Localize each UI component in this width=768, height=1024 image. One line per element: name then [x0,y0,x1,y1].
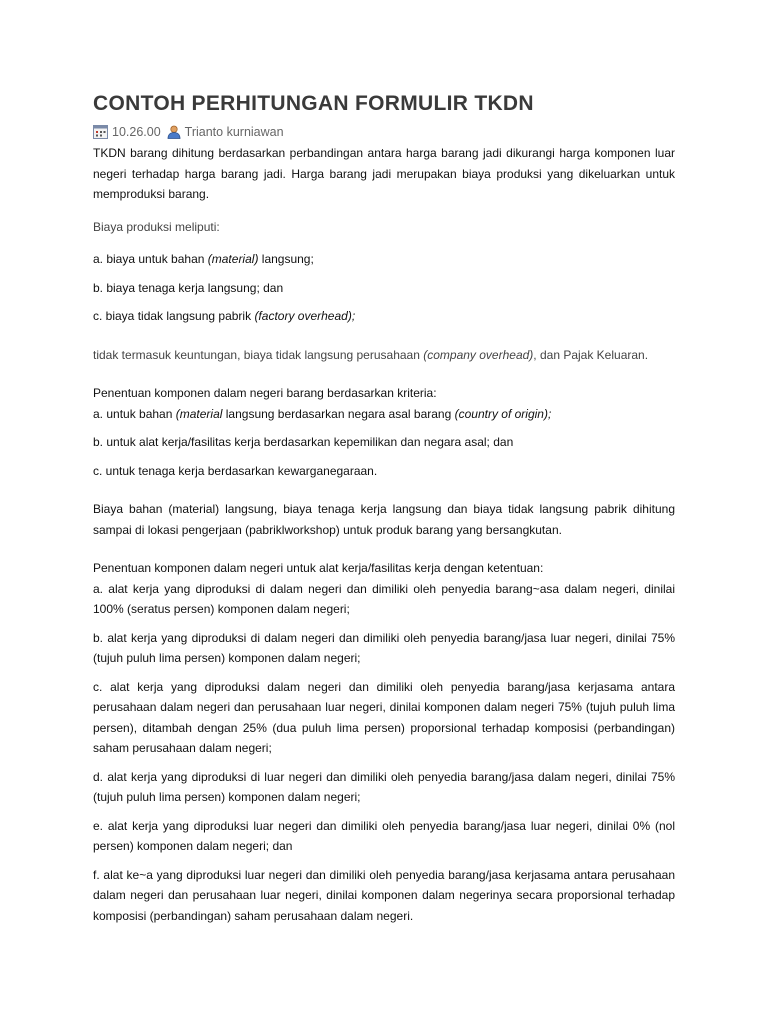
exclusion-note: tidak termasuk keuntungan, biaya tidak langsung perusahaan (company overhead), dan Pajak Keluaran. [93,347,649,362]
penentuan-alat-item-e: e. alat kerja yang diproduksi luar negeri dan dimiliki oleh penyedia barang/jasa luar negeri, dinilai 0% (nol persen) komponen dalam negeri; dan [93,818,675,853]
user-icon [167,125,181,139]
biaya-bahan-paragraph: Biaya bahan (material) langsung, biaya tenaga kerja langsung dan biaya tidak langsung pabrik dihitung sampai di lokasi pengerjaan (pabriklworkshop) untuk produk barang yang bersangkutan. [93,502,675,537]
penentuan-barang-item-a: a. untuk bahan (material langsung berdasarkan negara asal barang (country of origin); [93,406,552,421]
penentuan-alat-item-b: b. alat kerja yang diproduksi di dalam negeri dan dimiliki oleh penyedia barang/jasa luar negeri, dinilai 75% (tujuh puluh lima persen) komponen dalam negeri; [93,630,675,665]
post-date: 10.26.00 [112,125,161,139]
biaya-item-a: a. biaya untuk bahan (material) langsung; [93,252,314,266]
calendar-icon [93,125,108,139]
article-meta [93,121,675,143]
biaya-heading: Biaya produksi meliputi: [93,219,220,234]
penentuan-barang-item-b: b. untuk alat kerja/fasilitas kerja berdasarkan kepemilikan dan negara asal; dan [93,435,514,449]
penentuan-alat-item-c: c. alat kerja yang diproduksi dalam negeri dan dimiliki oleh penyedia barang/jasa kerjasama antara perusahaan dalam negeri dan perusahaan luar negeri, dinilai komponen dalam negeri 75% (tujuh puluh lima persen), ditambah dengan 25% (dua puluh lima persen) proporsional terhadap komposisi (perbandingan) saham perusahaan dalam negeri; [93,679,675,755]
article-title: CONTOH PERHITUNGAN FORMULIR TKDN [93,92,534,115]
penentuan-barang-item-c: c. untuk tenaga kerja berdasarkan kewarganegaraan. [93,463,378,478]
post-author[interactable]: Trianto kurniawan [184,125,284,139]
intro-paragraph: TKDN barang dihitung berdasarkan perbandingan antara harga barang jadi dikurangi harga komponen luar negeri terhadap harga barang jadi. Harga barang jadi merupakan biaya produksi yang dikeluarkan untuk memproduksi barang. [93,146,675,201]
penentuan-barang-heading: Penentuan komponen dalam negeri barang berdasarkan kriteria: [93,386,437,400]
biaya-item-c: c. biaya tidak langsung pabrik (factory overhead); [93,309,356,323]
penentuan-alat-item-a: a. alat kerja yang diproduksi di dalam negeri dan dimiliki oleh penyedia barang~asa dalam negeri, dinilai 100% (seratus persen) komponen dalam negeri; [93,581,675,616]
penentuan-alat-item-d: d. alat kerja yang diproduksi di luar negeri dan dimiliki oleh penyedia barang/jasa dalam negeri, dinilai 75% (tujuh puluh lima persen) komponen dalam negeri; [93,769,675,804]
penentuan-alat-heading: Penentuan komponen dalam negeri untuk alat kerja/fasilitas kerja dengan ketentuan: [93,561,544,575]
article [93,88,675,926]
biaya-item-b: b. biaya tenaga kerja langsung; dan [93,280,284,295]
penentuan-alat-item-f: f. alat ke~a yang diproduksi luar negeri dan dimiliki oleh penyedia barang/jasa kerjasama antara perusahaan dalam negeri dan perusahaan luar negeri, dinilai komponen dalam negerinya secara proporsional terhadap komposisi (perbandingan) saham perusahaan dalam negeri. [93,867,675,923]
